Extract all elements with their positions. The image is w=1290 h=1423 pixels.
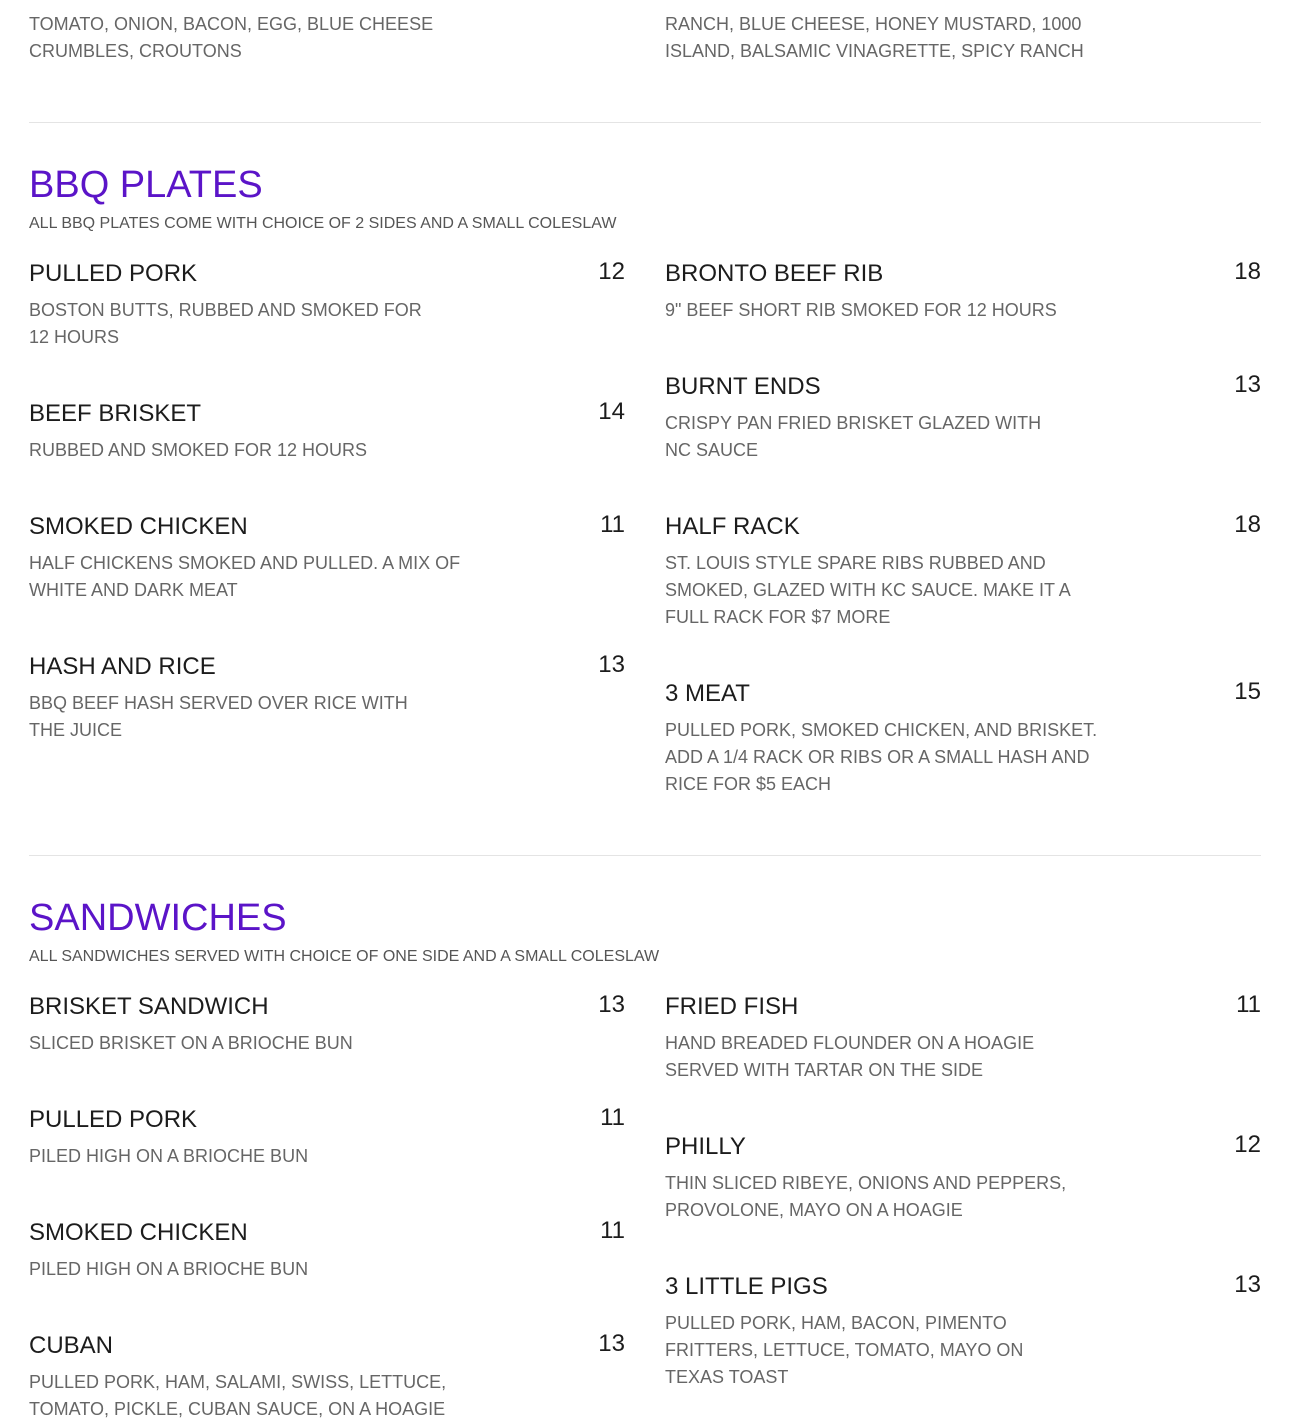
menu-item-description: RUBBED AND SMOKED FOR 12 HOURS [29, 440, 368, 460]
menu-item-price: 18 [1234, 511, 1261, 538]
menu-item-name: HASH AND RICE [29, 653, 216, 680]
menu-item-description: PILED HIGH ON A BRIOCHE BUN [29, 1259, 309, 1279]
menu-item-description: BOSTON BUTTS, RUBBED AND SMOKED FOR 12 HOURS [29, 300, 422, 347]
menu-item-price: 13 [598, 651, 625, 678]
menu-item-price: 15 [1234, 678, 1261, 705]
menu-item-price: 13 [1234, 1271, 1261, 1298]
menu-item-name: 3 LITTLE PIGS [665, 1273, 828, 1300]
menu-item-name: BRISKET SANDWICH [29, 993, 269, 1020]
menu-item-description: BBQ BEEF HASH SERVED OVER RICE WITH THE JUICE [29, 693, 408, 740]
menu-item-name: PHILLY [665, 1133, 746, 1160]
menu-item-description: HALF CHICKENS SMOKED AND PULLED. A MIX OF WHITE AND DARK MEAT [29, 553, 461, 600]
menu-item-description: SLICED BRISKET ON A BRIOCHE BUN [29, 1033, 353, 1053]
section-title-bbq-plates: BBQ PLATES [29, 164, 263, 206]
menu-item-price: 18 [1234, 258, 1261, 285]
menu-item-price: 11 [600, 1104, 625, 1131]
menu-item-description: PULLED PORK, SMOKED CHICKEN, AND BRISKET. ADD A 1/4 RACK OR RIBS OR A SMALL HASH AND RICE FOR $5 EACH [665, 720, 1098, 794]
menu-item-price: 12 [598, 258, 625, 285]
section-divider [29, 855, 1261, 856]
menu-item-description: 9" BEEF SHORT RIB SMOKED FOR 12 HOURS [665, 300, 1057, 320]
menu-item-name: 3 MEAT [665, 680, 750, 707]
menu-item-name: BRONTO BEEF RIB [665, 260, 884, 287]
menu-item-name: PULLED PORK [29, 1106, 198, 1133]
section-note-bbq-plates: ALL BBQ PLATES COME WITH CHOICE OF 2 SIDES AND A SMALL COLESLAW [29, 215, 617, 232]
menu-item-price: 11 [1236, 991, 1261, 1018]
menu-item-price: 11 [600, 511, 625, 538]
section-divider [29, 122, 1261, 123]
menu-item-price: 11 [600, 1217, 625, 1244]
menu-item-name: FRIED FISH [665, 993, 799, 1020]
menu-item-description: THIN SLICED RIBEYE, ONIONS AND PEPPERS, PROVOLONE, MAYO ON A HOAGIE [665, 1173, 1067, 1220]
menu-item-name: HALF RACK [665, 513, 800, 540]
menu-item-name: SMOKED CHICKEN [29, 513, 248, 540]
menu-item-name: CUBAN [29, 1332, 114, 1359]
menu-item-description: PULLED PORK, HAM, SALAMI, SWISS, LETTUCE, TOMATO, PICKLE, CUBAN SAUCE, ON A HOAGIE [29, 1372, 447, 1419]
menu-item-price: 13 [1234, 371, 1261, 398]
salad-left-description: TOMATO, ONION, BACON, EGG, BLUE CHEESE CRUMBLES, CROUTONS [29, 14, 434, 61]
menu-item-name: BEEF BRISKET [29, 400, 202, 427]
menu-item-description: PULLED PORK, HAM, BACON, PIMENTO FRITTERS, LETTUCE, TOMATO, MAYO ON TEXAS TOAST [665, 1313, 1024, 1387]
dressing-options-description: RANCH, BLUE CHEESE, HONEY MUSTARD, 1000 ISLAND, BALSAMIC VINAGRETTE, SPICY RANCH [665, 14, 1084, 61]
menu-item-name: SMOKED CHICKEN [29, 1219, 248, 1246]
menu-item-name: PULLED PORK [29, 260, 198, 287]
menu-item-price: 13 [598, 1330, 625, 1357]
menu-item-price: 13 [598, 991, 625, 1018]
menu-item-price: 14 [598, 398, 625, 425]
section-title-sandwiches: SANDWICHES [29, 897, 287, 939]
menu-item-description: ST. LOUIS STYLE SPARE RIBS RUBBED AND SMOKED, GLAZED WITH KC SAUCE. MAKE IT A FULL RACK FOR $7 MORE [665, 553, 1071, 627]
menu-item-description: CRISPY PAN FRIED BRISKET GLAZED WITH NC SAUCE [665, 413, 1042, 460]
menu-item-price: 12 [1234, 1131, 1261, 1158]
section-note-sandwiches: ALL SANDWICHES SERVED WITH CHOICE OF ONE SIDE AND A SMALL COLESLAW [29, 948, 660, 965]
menu-item-description: HAND BREADED FLOUNDER ON A HOAGIE SERVED WITH TARTAR ON THE SIDE [665, 1033, 1035, 1080]
menu-item-description: PILED HIGH ON A BRIOCHE BUN [29, 1146, 309, 1166]
menu-item-name: BURNT ENDS [665, 373, 821, 400]
